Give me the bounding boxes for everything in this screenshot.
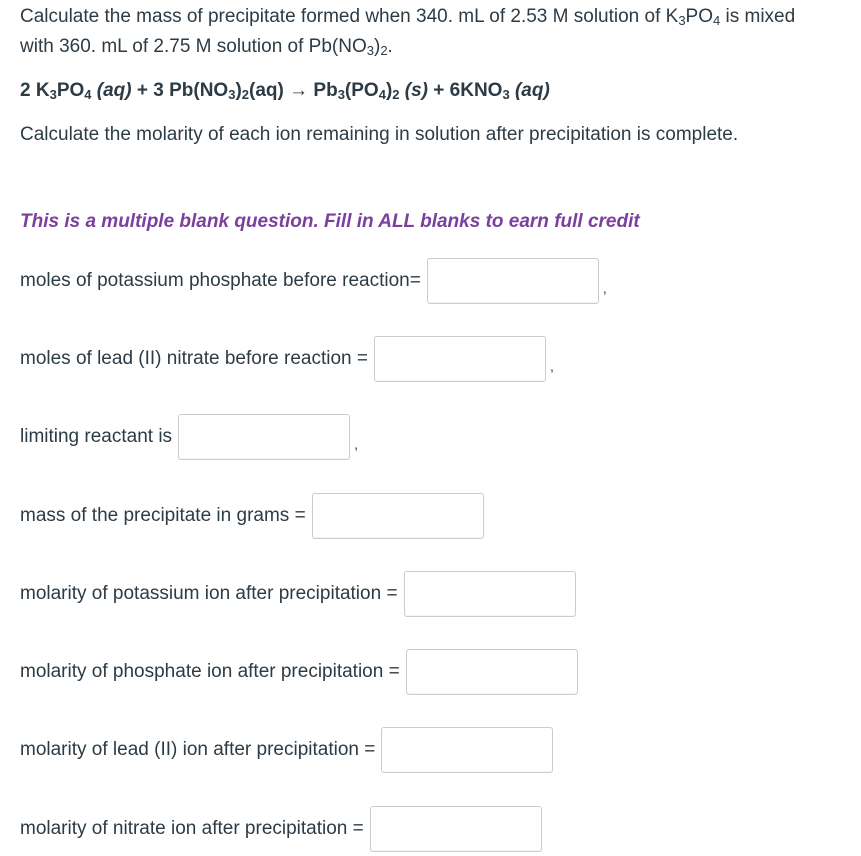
eq-state: (aq) xyxy=(91,80,132,101)
eq-part: ) xyxy=(235,80,242,101)
subscript: 3 xyxy=(678,13,686,28)
subscript: 2 xyxy=(380,43,388,58)
lead-nitrate-moles-input[interactable] xyxy=(374,336,546,382)
subscript: 4 xyxy=(713,13,721,28)
subscript: 3 xyxy=(228,87,236,102)
blank-row-precipitate-mass xyxy=(20,492,484,540)
nitrate-ion-molarity-input[interactable] xyxy=(370,806,542,852)
question-line-1 xyxy=(20,2,795,32)
blank-label: limiting reactant is xyxy=(20,426,173,447)
subscript: 4 xyxy=(378,87,386,102)
eq-part: (aq) → Pb xyxy=(249,80,338,101)
limiting-reactant-input[interactable] xyxy=(178,414,350,460)
question-line-2-b: ) xyxy=(373,36,381,57)
question-line-2-a: with 360. mL of 2.75 M solution of Pb(NO xyxy=(20,36,367,57)
subscript: 3 xyxy=(502,87,510,102)
lead-ion-molarity-input[interactable] xyxy=(381,727,553,773)
multiple-blank-note: This is a multiple blank question. Fill in ALL blanks to earn full credit xyxy=(20,211,640,232)
phosphate-ion-molarity-input[interactable] xyxy=(406,649,578,695)
question-line-1-b: PO xyxy=(685,6,713,27)
eq-state: (s) xyxy=(399,80,428,101)
subscript: 2 xyxy=(241,87,250,102)
instruction-text: Calculate the molarity of each ion remaining in solution after precipitation is complete. xyxy=(20,124,739,145)
blank-row-lead-ion-molarity xyxy=(20,726,553,774)
question-line-1-a: Calculate the mass of precipitate formed when 340. mL of 2.53 M solution of K xyxy=(20,6,679,27)
question-line-1-c: is mixed xyxy=(720,6,796,27)
blank-label: mass of the precipitate in grams = xyxy=(20,505,306,526)
subscript: 2 xyxy=(392,87,400,102)
blank-label: molarity of lead (II) ion after precipitation = xyxy=(20,739,376,760)
subscript: 3 xyxy=(337,87,345,102)
potassium-ion-molarity-input[interactable] xyxy=(404,571,576,617)
eq-part: + 3 Pb(NO xyxy=(131,80,229,101)
blank-row-potassium-phosphate-moles xyxy=(20,257,607,305)
blank-row-phosphate-ion-molarity xyxy=(20,648,578,696)
eq-part: PO xyxy=(56,80,85,101)
blank-row-lead-nitrate-moles xyxy=(20,335,554,383)
blank-label: moles of lead (II) nitrate before reaction = xyxy=(20,348,368,369)
potassium-phosphate-moles-input[interactable] xyxy=(427,258,599,304)
blank-label: moles of potassium phosphate before reaction= xyxy=(20,270,421,291)
blank-suffix: , xyxy=(549,358,554,374)
reaction-equation xyxy=(20,76,550,106)
subscript: 4 xyxy=(84,87,92,102)
eq-part: + 6KNO xyxy=(428,80,503,101)
eq-part: 2 K xyxy=(20,80,50,101)
blank-label: molarity of nitrate ion after precipitation = xyxy=(20,818,364,839)
blank-suffix: , xyxy=(602,280,607,296)
precipitate-mass-input[interactable] xyxy=(312,493,484,539)
blank-suffix: , xyxy=(354,436,358,452)
blank-row-nitrate-ion-molarity xyxy=(20,805,542,853)
subscript: 3 xyxy=(49,87,57,102)
eq-part: (PO xyxy=(344,80,379,101)
blank-row-limiting-reactant xyxy=(20,413,358,461)
eq-part: ) xyxy=(385,80,393,101)
subscript: 3 xyxy=(366,43,374,58)
question-line-2-c: . xyxy=(387,36,393,57)
blank-label: molarity of phosphate ion after precipitation = xyxy=(20,661,400,682)
eq-state: (aq) xyxy=(509,80,550,101)
question-line-2 xyxy=(20,32,393,62)
blank-row-potassium-ion-molarity xyxy=(20,570,576,618)
blank-label: molarity of potassium ion after precipitation = xyxy=(20,583,398,604)
